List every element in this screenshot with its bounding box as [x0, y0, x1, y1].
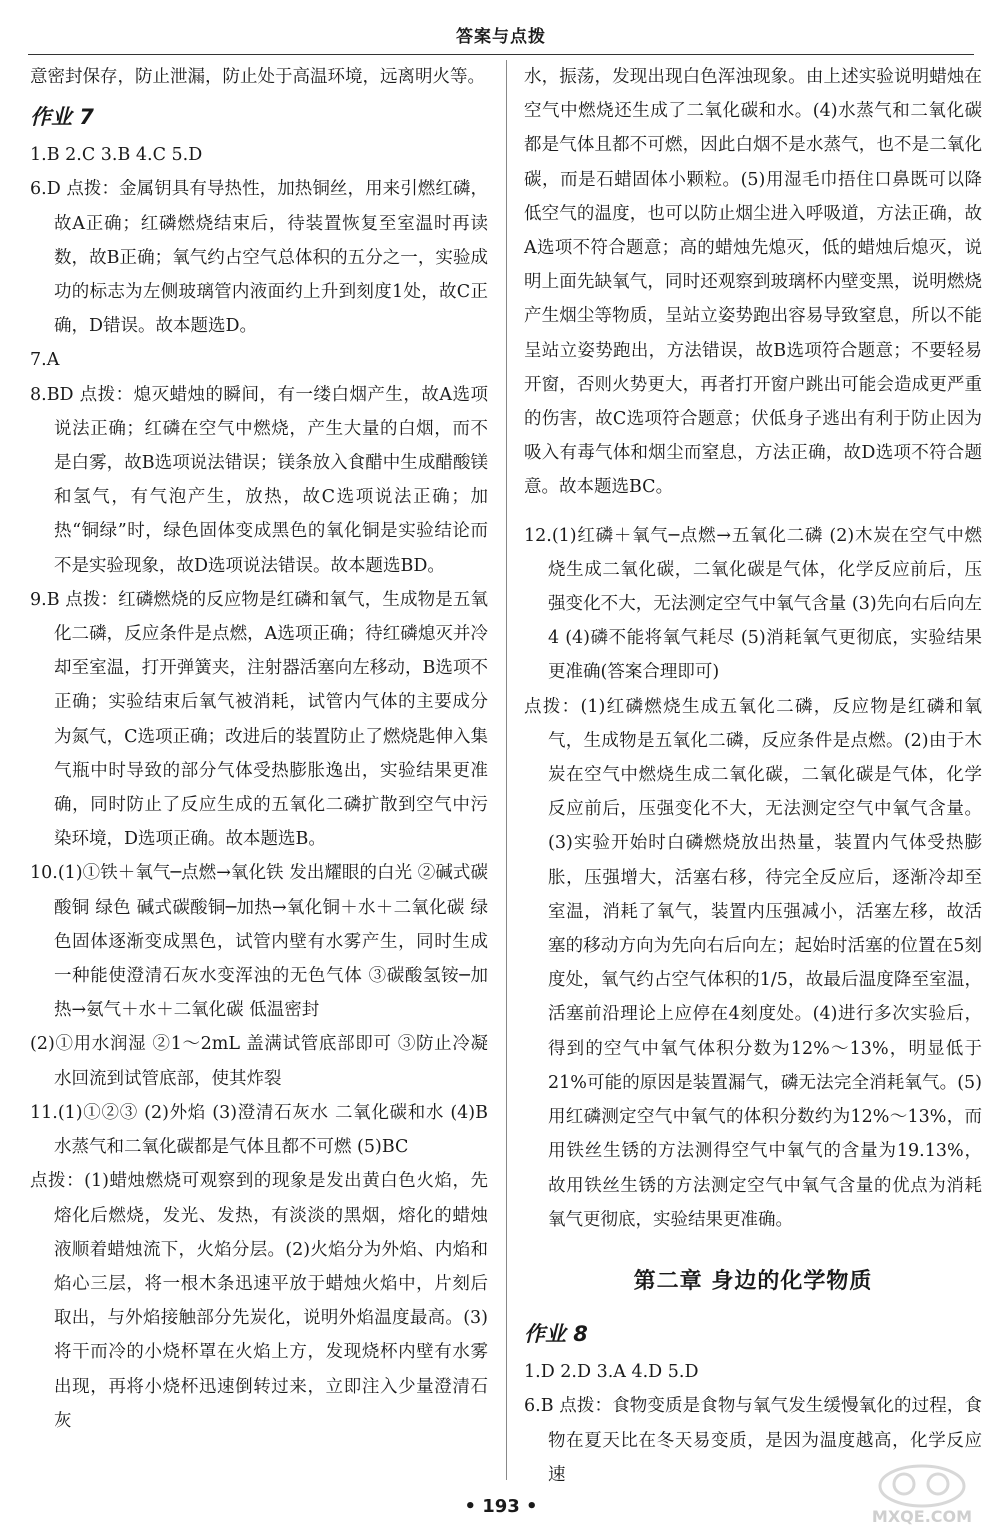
continued-text: 意密封保存，防止泄漏，防止处于高温环境，远离明火等。: [30, 67, 485, 87]
homework-8-heading: 作业 8: [524, 1322, 588, 1347]
answer-11: 11.(1)①②③ (2)外焰 (3)澄清石灰水 二氧化碳和水 (4)B 水蒸气和二氧化碳都是气体且都不可燃 (5)BC: [30, 1102, 488, 1158]
watermark-logo: [852, 1462, 992, 1528]
answer-12-tip: 点拨：(1)红磷燃烧生成五氧化二磷，反应物是红磷和氧气，生成物是五氧化二磷，反应条件是点燃。(2)由于木炭在空气中燃烧生成二氧化碳，二氧化碳是气体，化学反应前后，压强变化不大，无法测定空气中氧气含量。(3)实验开始时白磷燃烧放出热量，装置内气体受热膨胀，压强增大，活塞右移，待完全反应后，逐渐冷却至室温，消耗了氧气，装置内压强减小，活塞左移，故活塞的移动方向为先向右后向左；起始时活塞的位置在5刻度处，氧气约占空气体积的1/5，故最后温度降至室温，活塞前沿理论上应停在4刻度处。(4)进行多次实验后，得到的空气中氧气体积分数为12%～13%，明显低于21%可能的原因是装置漏气，磷无法完全消耗氧气。(5)用红磷测定空气中氧气的体积分数约为12%～13%，而用铁丝生锈的方法测得空气中氧气的含量为19.13%，故用铁丝生锈的方法测定空气中氧气含量的优点为消耗氧气更彻底，实验结果更准确。: [524, 696, 982, 1230]
answer-11-tip-continued: 水，振荡，发现出现白色浑浊现象。由上述实验说明蜡烛在空气中燃烧还生成了二氧化碳和水。(4)水蒸气和二氧化碳都是气体且都不可燃，因此白烟不是水蒸气，也不是二氧化碳，而是石蜡固体小颗粒。(5)用湿毛巾捂住口鼻既可以降低空气的温度，也可以防止烟尘进入呼吸道，方法正确，故A选项不符合题意；高的蜡烛先熄灭，低的蜡烛后熄灭，说明上面先缺氧气，同时还观察到玻璃杯内壁变黑，说明燃烧产生烟尘等物质，呈站立姿势跑出容易导致窒息，所以不能呈站立姿势跑出，方法错误，故B选项符合题意；不要轻易开窗，否则火势更大，再者打开窗户跳出可能会造成更严重的伤害，故C选项符合题意；伏低身子逃出有利于防止因为吸入有毒气体和烟尘而窒息，方法正确，故D选项不符合题意。故本题选BC。: [524, 67, 982, 498]
left-column: [30, 60, 488, 1438]
answer-6: 6.D 点拨：金属钥具有导热性，加热铜丝，用来引燃红磷，故A正确；红磷燃烧结束后，待装置恢复至室温时再读数，故B正确；氧气约占空气总体积的五分之一，实验成功的标志为左侧玻璃管内液面约上升到刻度1处，故C正确，D错误。故本题选D。: [30, 179, 488, 337]
answers-1-5: 1.B 2.C 3.B 4.C 5.D: [30, 145, 203, 166]
answer-11-tip: 点拨：(1)蜡烛燃烧可观察到的现象是发出黄白色火焰，先熔化后燃烧，发光、发热，有淡淡的黑烟，熔化的蜡烛液顺着蜡烛流下，火焰分层。(2)火焰分为外焰、内焰和焰心三层，将一根木条迅速平放于蜡烛火焰中，片刻后取出，与外焰接触部分先炭化，说明外焰温度最高。(3)将干而冷的小烧杯罩在火焰上方，发现烧杯内壁有水雾出现，再将小烧杯迅速倒转过来，立即注入少量澄清石灰: [30, 1171, 488, 1431]
answers-b-1-5: 1.D 2.D 3.A 4.D 5.D: [524, 1362, 699, 1383]
answer-12: 12.(1)红磷＋氧气─点燃→五氧化二磷 (2)木炭在空气中燃烧生成二氧化碳，二氧化碳是气体，化学反应前后，压强变化不大，无法测定空气中氧气含量 (3)先向右后向左 4 (4)磷不能将氧气耗尽 (5)消耗氧气更彻底，实验结果更准确(答案合理即可): [524, 525, 982, 683]
page-number: • 193 •: [464, 1496, 538, 1517]
answer-9: 9.B 点拨：红磷燃烧的反应物是红磷和氧气，生成物是五氧化二磷，反应条件是点燃，A选项正确；待红磷熄灭并冷却至室温，打开弹簧夹，注射器活塞向左移动，B选项不正确；实验结束后氧气被消耗，试管内气体的主要成分为氮气，C选项正确；改进后的装置防止了燃烧匙伸入集气瓶中时导致的部分气体受热膨胀逸出，实验结果更准确，同时防止了反应生成的五氧化二磷扩散到空气中污染环境，D选项正确。故本题选B。: [30, 589, 488, 850]
answer-b-6: 6.B 点拨：食物变质是食物与氧气发生缓慢氧化的过程，食物在夏天比在冬天易变质，是因为温度越高，化学反应速: [524, 1396, 982, 1485]
answer-10-part1: 10.(1)①铁＋氧气─点燃→氧化铁 发出耀眼的白光 ②碱式碳酸铜 绿色 碱式碳酸铜─加热→氧化铜＋水＋二氧化碳 绿色固体逐渐变成黑色，试管内壁有水雾产生，同时生成一种能使澄清石灰水变浑浊的无色气体 ③碳酸氢铵─加热→氨气＋水＋二氧化碳 低温密封: [30, 863, 488, 1021]
column-divider: [506, 60, 507, 1480]
chapter-title: 第二章 身边的化学物质: [633, 1268, 873, 1294]
answer-8: 8.BD 点拨：熄灭蜡烛的瞬间，有一缕白烟产生，故A选项说法正确；红磷在空气中燃烧，产生大量的白烟，而不是白雾，故B选项说法错误；镁条放入食醋中生成醋酸镁和氢气，有气泡产生，放热，故C选项说法正确；加热“铜绿”时，绿色固体变成黑色的氧化铜是实验结论而不是实验现象，故D选项说法错误。故本题选BD。: [30, 384, 488, 576]
header-title: 答案与点拨: [456, 26, 546, 47]
watermark-text: MXQE.COM: [871, 1507, 973, 1526]
homework-7-heading: 作业 7: [30, 105, 94, 130]
answer-10-part2: (2)①用水润湿 ②1～2mL 盖满试管底部即可 ③防止冷凝水回流到试管底部，使其炸裂: [30, 1034, 488, 1089]
page-header: [28, 14, 974, 55]
answer-7: 7.A: [30, 350, 60, 371]
right-column: [524, 60, 982, 1492]
